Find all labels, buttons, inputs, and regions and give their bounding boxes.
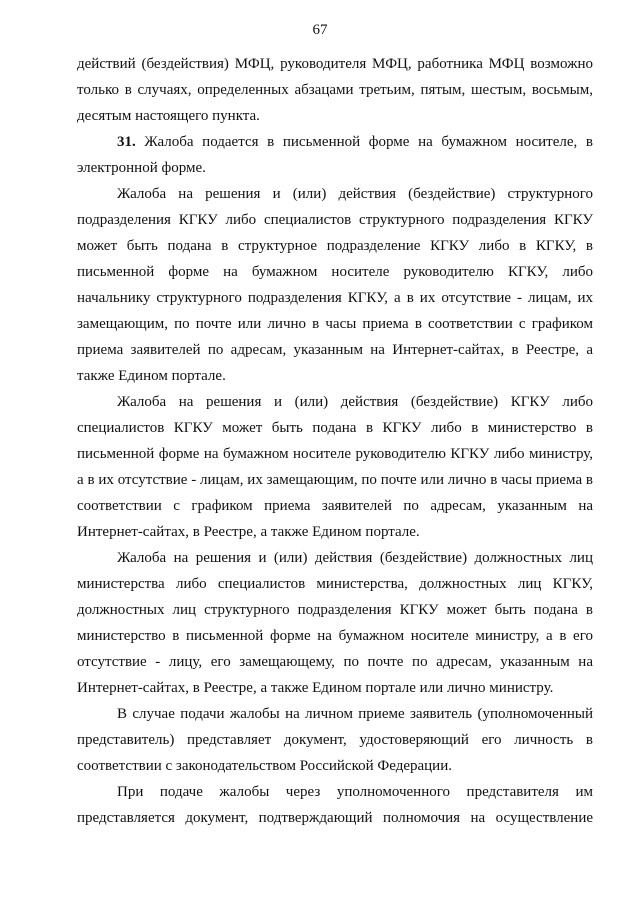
paragraph-representative: При подаче жалобы через уполномоченного представителя им представляется документ, подтверждающий полномочия на осуществление bbox=[77, 784, 593, 826]
paragraph-continuation: действий (бездействия) МФЦ, руководителя МФЦ, работника МФЦ возможно только в случаях, определенных абзацами третьим, пятым, шестым, восьмым, десятым настоящего пункта. bbox=[77, 56, 593, 124]
paragraph-complaint-ministry: Жалоба на решения и (или) действия (бездействие) должностных лиц министерства либо специалистов министерства, должностных лиц КГКУ, должностных лиц структурного подразделения КГКУ может быть подана в министерство в письменной форме на бумажном носителе министру, а в его отсутствие - лицу, его замещающему, по почте по адресам, указанным на Интернет-сайтах, в Реестре, а также Едином портале или лично министру. bbox=[77, 550, 593, 696]
document-body bbox=[77, 51, 593, 831]
paragraph-complaint-kgku: Жалоба на решения и (или) действия (бездействие) КГКУ либо специалистов КГКУ может быть подана в КГКУ либо в министерство в письменной форме на бумажном носителе руководителю КГКУ либо министру, а в их отсутствие - лицам, их замещающим, по почте или лично в часы приема в соответствии с графиком приема заявителей по адресам, указанным на Интернет-сайтах, в Реестре, а также Едином портале. bbox=[77, 394, 593, 540]
paragraph-personal-reception: В случае подачи жалобы на личном приеме заявитель (уполномоченный представитель) представляет документ, удостоверяющий его личность в соответствии с законодательством Российской Федерации. bbox=[77, 706, 593, 774]
paragraph-complaint-structural-unit: Жалоба на решения и (или) действия (бездействие) структурного подразделения КГКУ либо специалистов структурного подразделения КГКУ может быть подана в структурное подразделение КГКУ либо в КГКУ, в письменной форме на бумажном носителе руководителю КГКУ, либо начальнику структурного подразделения КГКУ, а в их отсутствие - лицам, их замещающим, по почте или лично в часы приема в соответствии с графиком приема заявителей по адресам, указанным на Интернет-сайтах, в Реестре, а также Едином портале. bbox=[77, 186, 593, 384]
item-text: Жалоба подается в письменной форме на бумажном носителе, в электронной форме. bbox=[77, 134, 593, 176]
item-number: 31. bbox=[117, 134, 136, 150]
paragraph-item-31 bbox=[77, 129, 593, 181]
page-number: 67 bbox=[312, 22, 328, 38]
